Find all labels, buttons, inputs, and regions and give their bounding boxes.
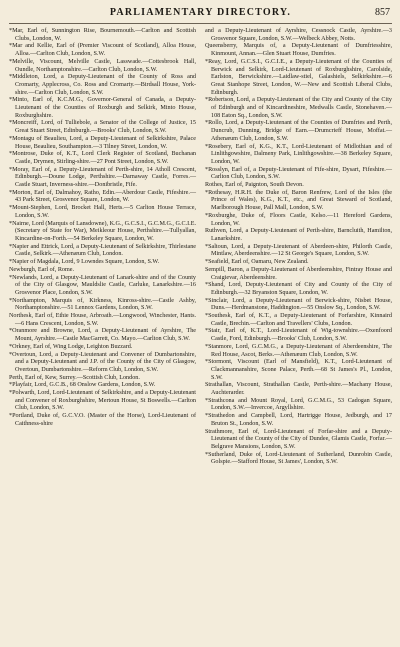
page-header [9,7,392,24]
directory-entry: *Sutherland, Duke of, Lord-Lieutenant of Sutherland, Dunrobin Castle, Golspie.—Stafford House, St James', London, S.W. [205,451,392,466]
directory-entry: *Mar, Earl of, Sunnington Rise, Bournemouth.—Carlton and Scottish Clubs, London, W. [9,28,196,42]
directory-entry: *Minto, Earl of, K.C.M.G., Governor-General of Canada, a Deputy-Lieutenant of the Counties of Roxburgh and Selkirk, Minto House, Roxburghshire. [9,97,196,119]
directory-entry: Northesk, Earl of, Ethie House, Arbroath.—Longwood, Winchester, Hants.—6 Hans Crescent, London, S.W. [9,313,196,327]
directory-entry: *Melville, Viscount, Melville Castle, Lasswade.—Cottesbrook Hall, Oundle, Northamptonshire.—Carlton Club, London, S.W. [9,58,196,73]
directory-entry: and a Deputy-Lieutenant of Ayrshire, Cessnock Castle, Ayrshire.—3 Grosvenor Square, London, S.W.—Welbeck Abbey, Notts. [205,28,392,42]
directory-entry: *Stair, Earl of, K.T., Lord-Lieutenant of Wig-townshire.—Oxenfoord Castle, Ford, Edinburgh.—Brooks' Club, London, S.W. [205,328,392,343]
directory-entry: *Strathedon and Campbell, Lord, Hartrigge House, Jedburgh, and 17 Bruton St., London, S.W. [205,413,392,427]
directory-entry: *Newlands, Lord, a Deputy-Lieutenant of Lanark-shire and of the County of the City of Glasgow, Mauldslie Castle, Carluke, Lanarkshire.—16 Grosvenor Place, London, S.W. [9,274,196,296]
directory-entry: *Stanmore, Lord, G.C.M.G., a Deputy-Lieutenant of Aberdeenshire, The Red House, Ascot, Berks.—Athenæum Club, London, S.W. [205,343,392,358]
directory-entry: *Stormont, Viscount (Earl of Mansfield), K.T., Lord-Lieutenant of Clackmannanshire, Scone Palace, Perth.—68 St James's Pl., London, S.W. [205,359,392,381]
directory-entry: *Rollo, Lord, a Deputy-Lieutenant of the Counties of Dumfries and Perth, Duncrub, Dunning, Bridge of Earn.—Drumcrieff House, Moffat.—Athenæum Club, London, S.W. [205,120,392,142]
directory-entry: Ruthven, Lord, a Deputy-Lieutenant of Perth-shire, Barncluith, Hamilton, Lanarkshire. [205,228,392,242]
directory-entry: Perth, Earl of, Kew, Surrey.—Scottish Club, London. [9,374,140,381]
directory-entry: Rothes, Earl of, Paignton, South Devon. [205,182,304,189]
directory-entry: *Napier of Magdala, Lord, 9 Lowndes Square, London, S.W. [9,259,160,266]
directory-entry: *Napier and Ettrick, Lord, a Deputy-Lieutenant of Selkirkshire, Thirlestane Castle, Selkirk.—Athenæum Club, London. [9,243,196,258]
text-columns [9,28,392,467]
directory-entry: *Polwarth, Lord, Lord-Lieutenant of Selkirkshire, and a Deputy-Lieutenant and Convener of Roxburghshire, Mertoun House, St Boswells.—Carlton Club, London, S.W. [9,390,196,412]
directory-entry: *Rosslyn, Earl of, a Deputy-Lieutenant of Fife-shire, Dysart, Fifeshire.—Carlton Club, London, S.W. [205,166,392,181]
directory-entry: *Reay, Lord, G.C.S.I., G.C.I.E., a Deputy-Lieutenant of the Counties of Berwick and Selkirk, Lord-Lieutenant of Roxburghshire, Carolside, Earlston, Berwickshire.—Laidlaw-stiel, Galashiels, Selkirkshire.—6 Great Stanhope Street, London, W.—New and Scottish Liberal Clubs, Edinburgh. [205,58,392,96]
directory-entry: *Mount-Stephen, Lord, Brocket Hall, Herts.—5 Carlton House Terrace, London, S.W. [9,205,196,219]
directory-entry: *Strathcona and Mount Royal, Lord, G.C.M.G., 53 Cadogan Square, London, S.W.—Invercoe, Argyllshire. [205,397,392,412]
directory-entry: *Roxburghe, Duke of, Floors Castle, Kelso.—11 Hereford Gardens, London, W. [205,212,392,227]
running-head: PARLIAMENTARY DIRECTORY. [109,7,292,18]
right-column [205,28,392,467]
directory-entry: *Rothesay, H.R.H. the Duke of, Baron Renfrew, Lord of the Isles (the Prince of Wales), K.G., K.T., etc., and Great Steward of Scotland, Marlborough House, Pall Mall, London, S.W. [205,189,392,212]
directory-entry: *Nairne, Lord (Marquis of Lansdowne), K.G., G.C.S.I., G.C.M.G., G.C.I.E. (Secretary of State for War), Meikleour House, Perthshire.—Tullyallan, Kincardine-on-Forth.—54 Berkeley Square, London, W. [9,220,196,242]
directory-entry: *Portland, Duke of, G.C.V.O. (Master of the Horse), Lord-Lieutenant of Caithness-shire [9,413,196,427]
directory-entry: *Shand, Lord, Deputy-Lieutenant of City and County of the City of Edinburgh.—32 Bryanston Square, London, W. [205,282,392,296]
directory-entry: *Northampton, Marquis of, Kirkness, Kinross-shire.—Castle Ashby, Northamptonshire.—51 Lennox Gardens, London, S.W. [9,297,196,312]
directory-entry: *Rosebery, Earl of, K.G., K.T., Lord-Lieutenant of Midlothian and of Linlithgowshire, Dalmeny Park, Linlithgowshire.—38 Berkeley Square, London, W. [205,143,392,165]
directory-entry: *Saltoun, Lord, a Deputy-Lieutenant of Aberdeen-shire, Philorth Castle, Mintlaw, Aberdeenshire.—12 St George's Square, London, S.W. [205,243,392,258]
directory-entry: *Playfair, Lord, G.C.B., 68 Onslow Gardens, London, S.W. [9,382,156,389]
page-number: 857 [375,7,390,18]
directory-entry: *Moray, Earl of, a Deputy-Lieutenant of Perth-shire, 14 Atholl Crescent, Edinburgh.—Doune Lodge, Perthshire.—Darnaway Castle, Forres.—Castle Stuart, Inverness-shire.—Donibristle, Fife. [9,166,196,189]
directory-entry: *Oranmore and Browne, Lord, a Deputy-Lieutenant of Ayrshire, The Mount, Ayrshire.—Castle MacGarrett, Co. Mayo.—Carlton Club, S.W. [9,328,196,343]
directory-entry: Queensberry, Marquis of, a Deputy-Lieutenant of Dumfriesshire, Kinmount, Annan.—Glen Stuart House, Dumfries. [205,43,392,58]
directory-entry: *Moncreiff, Lord, of Tulliebole, a Senator of the College of Justice, 15 Great Stuart Street, Edinburgh.—Brooks' Club, London, S.W. [9,120,196,135]
directory-entry: *Montagu of Beaulieu, Lord, a Deputy-Lieutenant of Selkirkshire, Palace House, Beaulieu, Southampton.—3 Tilney Street, London, W. [9,135,196,150]
directory-entry: *Overtoun, Lord, a Deputy-Lieutenant and Convener of Dumbartonshire, and a Deputy-Lieutenant and J.P. of the County of the City of Glasgow, Overtoun, Dumbartonshire.—Reform Club, London, S.W. [9,351,196,373]
directory-entry: *Sinclair, Lord, a Deputy-Lieutenant of Berwick-shire, Nisbet House, Duns.—Herdmanstone, Haddington.—55 Onslow Sq., London, S.W. [205,297,392,312]
directory-entry: *Southesk, Earl of, K.T., a Deputy-Lieutenant of Forfarshire, Kinnaird Castle, Brechin.—Carlton and Travellers' Clubs, London. [205,313,392,327]
directory-entry: *Montrose, Duke of, K.T., Lord Clerk Register of Scotland, Buchanan Castle, Drymen, Stirling-shire.—27 Pont Street, London, S.W. [9,151,196,165]
directory-entry: Sempill, Baron, a Deputy-Lieutenant of Aberdeenshire, Fintray House and Craigievar, Aberdeenshire. [205,266,392,281]
directory-entry: *Mar and Kellie, Earl of (Premier Viscount of Scotland), Alloa House, Alloa.—Carlton Club, London, S.W. [9,43,196,58]
directory-entry: *Robertson, Lord, a Deputy-Lieutenant of the City and County of the City of Edinburgh and of Kincardineshire, Medwalls Castle, Stonehaven.—108 Eaton Sq., London, S.W. [205,97,392,119]
directory-entry: *Morton, Earl of, Dalmahoy, Ratho, Edin.—Aberdour Castle, Fifeshire.—43 Park Street, Grosvenor Square, London, W. [9,189,196,204]
directory-entry: Newburgh, Earl of, Rome. [9,266,75,273]
directory-entry: *Middleton, Lord, a Deputy-Lieutenant of the County of Ross and Cromarty, Applecross, Co. Ross and Cromarty.—Birdsall House, York-shire.—Carlton Club, London, S.W. [9,74,196,96]
directory-entry: *Orkney, Earl of, Wing Lodge, Leighton Buzzard. [9,343,133,350]
directory-entry: Strathallan, Viscount, Strathallan Castle, Perth-shire.—Machany House, Auchterarder. [205,382,392,397]
left-column [9,28,196,467]
directory-entry: *Seafield, Earl of, Oamaru, New Zealand. [205,259,309,266]
directory-entry: Strathmore, Earl of, Lord-Lieutenant of Forfar-shire and a Deputy-Lieutenant of the County of the City of Dundee, Glamis Castle, Forfar.—Belgrave Mansions, London, S.W. [205,428,392,450]
